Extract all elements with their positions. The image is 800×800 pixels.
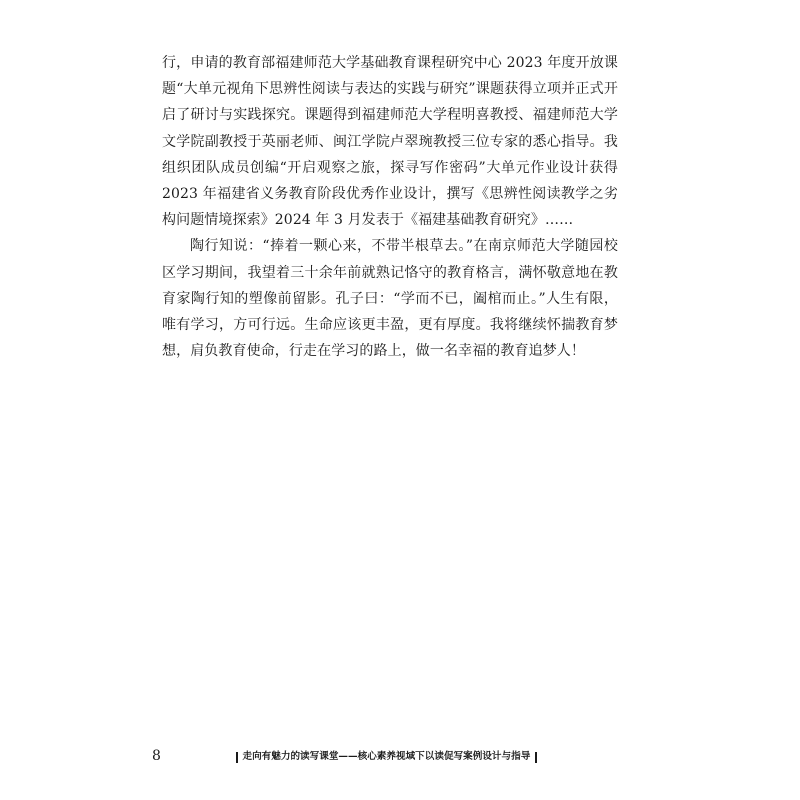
body-text bbox=[162, 50, 618, 364]
page-number: 8 bbox=[152, 748, 161, 764]
page-footer bbox=[0, 744, 800, 768]
paragraph-tao-xingzhi-quote: 陶行知说：“捧着一颗心来，不带半根草去。”在南京师范大学随园校区学习期间，我望着三十余年前就熟记恪守的教育格言，满怀敬意地在教育家陶行知的塑像前留影。孔子曰：“学而不已，阖棺而止。”人生有限，唯有学习，方可行远。生命应该更丰盈，更有厚度。我将继续怀揣教育梦想，肩负教育使命，行走在学习的路上，做一名幸福的教育追梦人！ bbox=[162, 238, 618, 360]
running-title bbox=[236, 750, 537, 764]
paragraph-continuation: 行，申请的教育部福建师范大学基础教育课程研究中心 2023 年度开放课题“大单元视角下思辨性阅读与表达的实践与研究”课题获得立项并正式开启了研讨与实践探究。课题得到福建师范大学程明喜教授、福建师范大学文学院副教授于英丽老师、闽江学院卢翠琬教授三位专家的悉心指导。我组织团队成员创编“开启观察之旅，探寻写作密码”大单元作业设计获得 2023 年福建省义务教育阶段优秀作业设计，撰写《思辨性阅读教学之劣构问题情境探索》2024 年 3 月发表于《福建基础教育研究》…… bbox=[162, 55, 618, 229]
divider-bar-left bbox=[236, 752, 238, 763]
divider-bar-right bbox=[535, 752, 537, 763]
running-title-text: 走向有魅力的读写课堂——核心素养视域下以读促写案例设计与指导 bbox=[242, 751, 531, 762]
